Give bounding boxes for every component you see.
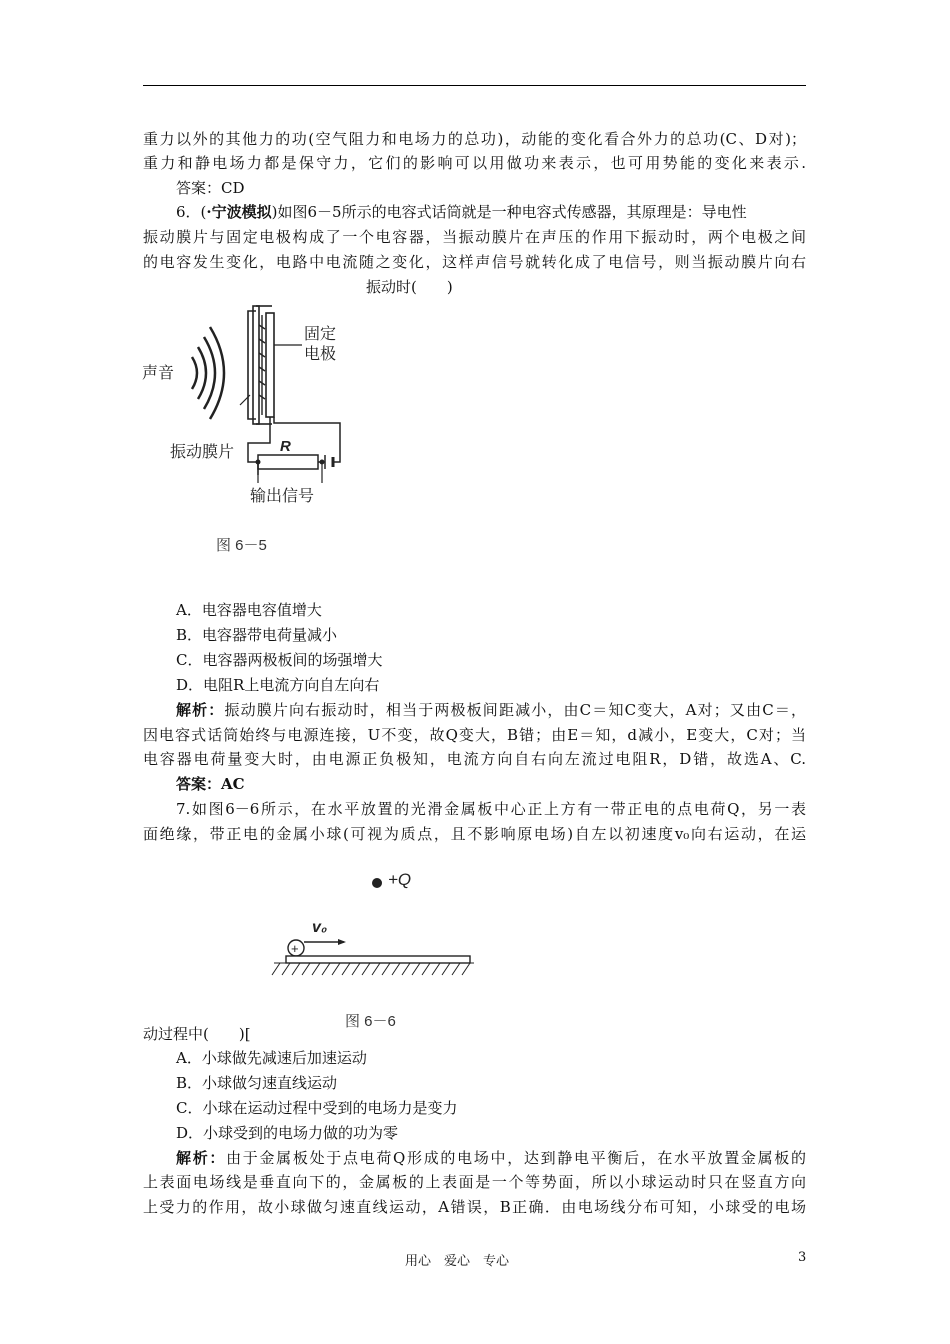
option-c: C．小球在运动过程中受到的电场力是变力 [176,1099,458,1117]
option-c: C．电容器两极板间的场强增大 [176,651,383,669]
label-charge-q: +Q [388,870,412,889]
option-b: B．小球做匀速直线运动 [176,1074,338,1092]
label-fixed-electrode: 电极 [304,346,337,363]
text-line: 重力和静电场力都是保守力，它们的影响可以用做功来表示，也可用势能的变化来表示. [143,154,806,172]
figure-6-6 [270,862,490,987]
membrane [259,315,265,415]
question-source: ·宁波模拟 [206,203,272,221]
label-v0: v₀ [312,919,328,936]
ground-hatching [272,963,474,975]
text-line: 动过程中( )[ [143,1025,251,1043]
text-line: 的电容发生变化，电路中电流随之变化，这样声信号就转化成了电信号，则当振动膜片向右 [143,253,806,271]
analysis-line: 解析：由于金属板处于点电荷Q形成的电场中，达到静电平衡后，在水平放置金属板的 [176,1149,806,1167]
label-sound: 声音 [142,365,175,382]
fixed-electrode [266,313,274,417]
arrow-head [338,939,346,945]
analysis-line: 上受力的作用，故小球做匀速直线运动，A错误，B正确．由电场线分布可知，小球受的电场 [143,1198,806,1216]
analysis-line: 解析：振动膜片向右振动时，相当于两极板间距减小，由C＝知C变大，A对；又由C＝， [176,701,806,719]
text-line: 振动时( ) [366,278,453,296]
option-d: D．电阻R上电流方向自左向右 [176,676,380,694]
analysis-line: 因电容式话筒始终与电源连接，U不变，故Q变大，B错；由E＝知，d减小，E变大，C对；当 [143,726,806,744]
footer-motto: 用心 爱心 专心 [405,1254,510,1269]
option-a: A．电容器电容值增大 [176,601,322,619]
analysis-line: 上表面电场线是垂直向下的，金属板的上表面是一个等势面，所以小球运动时只在竖直方向 [143,1173,806,1191]
figure-caption: 图 6－6 [345,1013,396,1030]
page-number: 3 [798,1250,807,1265]
metal-plate [286,956,470,963]
text-line: 面绝缘，带正电的金属小球(可视为质点，且不影响原电场)自左以初速度v₀向右运动，在运 [143,825,806,843]
text-line: 重力以外的其他力的功(空气阻力和电场力的总功)，动能的变化看合外力的总功(C、D对)； [143,130,806,148]
answer-6: 答案：AC [176,775,245,793]
header-rule [143,85,806,86]
question-7-line1: 7.如图6－6所示，在水平放置的光滑金属板中心正上方有一带正电的点电荷Q，另一表 [176,800,806,818]
analysis-line: 电容器电荷量变大时，由电源正负极知，电流方向自右向左流过电阻R，D错，故选A、C. [143,750,806,768]
answer-5: 答案：CD [176,179,245,197]
option-d: D．小球受到的电场力做的功为零 [176,1124,399,1142]
label-resistor: R [280,438,291,455]
label-ball-plus: + [291,941,299,956]
option-b: B．电容器带电荷量减小 [176,626,338,644]
circuit [248,417,340,475]
label-fixed-electrode: 固定 [304,326,337,343]
sound-waves [192,327,224,419]
figure-caption: 图 6－5 [216,537,267,554]
text-line: 振动膜片与固定电极构成了一个电容器，当振动膜片在声压的作用下振动时，两个电极之间 [143,228,806,246]
option-a: A．小球做先减速后加速运动 [176,1049,367,1067]
label-output: 输出信号 [250,488,315,505]
label-membrane: 振动膜片 [170,444,235,461]
point-charge [372,878,382,888]
figure-6-5 [140,295,380,520]
question-6-line1: 6．(·宁波模拟)如图6－5所示的电容式话筒就是一种电容式传感器，其原理是：导电性 [176,203,747,221]
